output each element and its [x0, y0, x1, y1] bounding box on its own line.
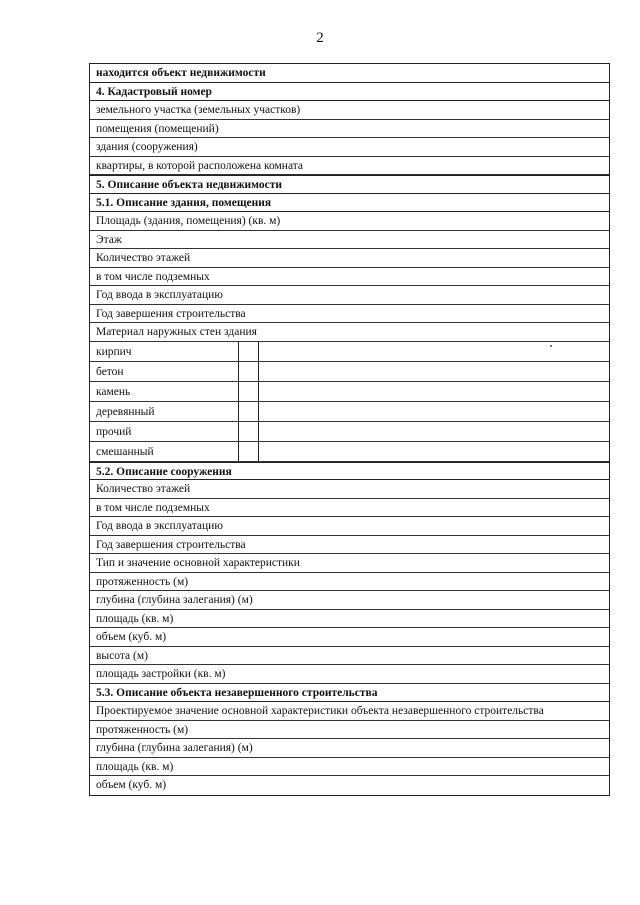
material-label: смешанный	[96, 445, 154, 458]
row-wall-material: Материал наружных стен здания	[90, 323, 609, 342]
material-row-other	[90, 422, 609, 442]
row-height: высота (м)	[90, 647, 609, 666]
row-area: Площадь (здания, помещения) (кв. м)	[90, 212, 609, 231]
material-label: бетон	[96, 365, 124, 378]
mixed-checkbox[interactable]	[238, 442, 259, 461]
row-structure-commission-year: Год ввода в эксплуатацию	[90, 517, 609, 536]
row-depth: глубина (глубина залегания) (м)	[90, 591, 609, 610]
row-premises: помещения (помещений)	[90, 120, 609, 139]
row-structure-completion-year: Год завершения строительства	[90, 536, 609, 555]
row-completion-year: Год завершения строительства	[90, 305, 609, 324]
material-row-brick	[90, 342, 609, 362]
section-5-3-unfinished-construction: 5.3. Описание объекта незавершенного строительства	[90, 684, 609, 703]
other-checkbox[interactable]	[238, 422, 259, 441]
row-unfinished-volume: объем (куб. м)	[96, 779, 167, 791]
material-label: камень	[96, 385, 131, 398]
material-label: деревянный	[96, 405, 155, 418]
row-building: здания (сооружения)	[90, 138, 609, 157]
row-main-characteristic: Тип и значение основной характеристики	[90, 554, 609, 573]
row-floor-count: Количество этажей	[90, 249, 609, 268]
row-square: площадь (кв. м)	[90, 610, 609, 629]
section-5-property-description: 5. Описание объекта недвижимости	[90, 175, 609, 194]
row-projected-characteristic: Проектируемое значение основной характеристики объекта незавершенного строительства	[90, 702, 609, 721]
section-5-2-structure-description: 5.2. Описание сооружения	[90, 462, 609, 481]
row-unfinished-depth: глубина (глубина залегания) (м)	[90, 739, 609, 758]
material-label: прочий	[96, 425, 132, 438]
row-unfinished-length: протяженность (м)	[90, 721, 609, 740]
material-row-concrete	[90, 362, 609, 382]
concrete-checkbox[interactable]	[238, 362, 259, 381]
row-underground-floors: в том числе подземных	[90, 268, 609, 287]
brick-checkbox[interactable]	[238, 342, 259, 361]
row-location-heading: находится объект недвижимости	[90, 64, 609, 83]
row-land-plot: земельного участка (земельных участков)	[90, 101, 609, 120]
property-form-table	[89, 63, 610, 796]
row-structure-floor-count: Количество этажей	[90, 480, 609, 499]
material-row-mixed	[90, 442, 609, 462]
row-apartment: квартиры, в которой расположена комната	[90, 157, 609, 176]
wooden-checkbox[interactable]	[238, 402, 259, 421]
row-structure-underground-floors: в том числе подземных	[90, 499, 609, 518]
row-volume: объем (куб. м)	[90, 628, 609, 647]
row-commission-year: Год ввода в эксплуатацию	[90, 286, 609, 305]
row-length: протяженность (м)	[90, 573, 609, 592]
page-number: 2	[316, 30, 324, 46]
row-floor: Этаж	[90, 231, 609, 250]
material-label: кирпич	[96, 345, 132, 358]
section-4-cadastral-number: 4. Кадастровый номер	[90, 83, 609, 102]
material-row-wooden	[90, 402, 609, 422]
row-unfinished-square: площадь (кв. м)	[90, 758, 609, 777]
material-row-stone	[90, 382, 609, 402]
scan-speck	[550, 345, 552, 347]
row-footprint-area: площадь застройки (кв. м)	[90, 665, 609, 684]
section-5-1-building-description: 5.1. Описание здания, помещения	[90, 194, 609, 213]
stone-checkbox[interactable]	[238, 382, 259, 401]
